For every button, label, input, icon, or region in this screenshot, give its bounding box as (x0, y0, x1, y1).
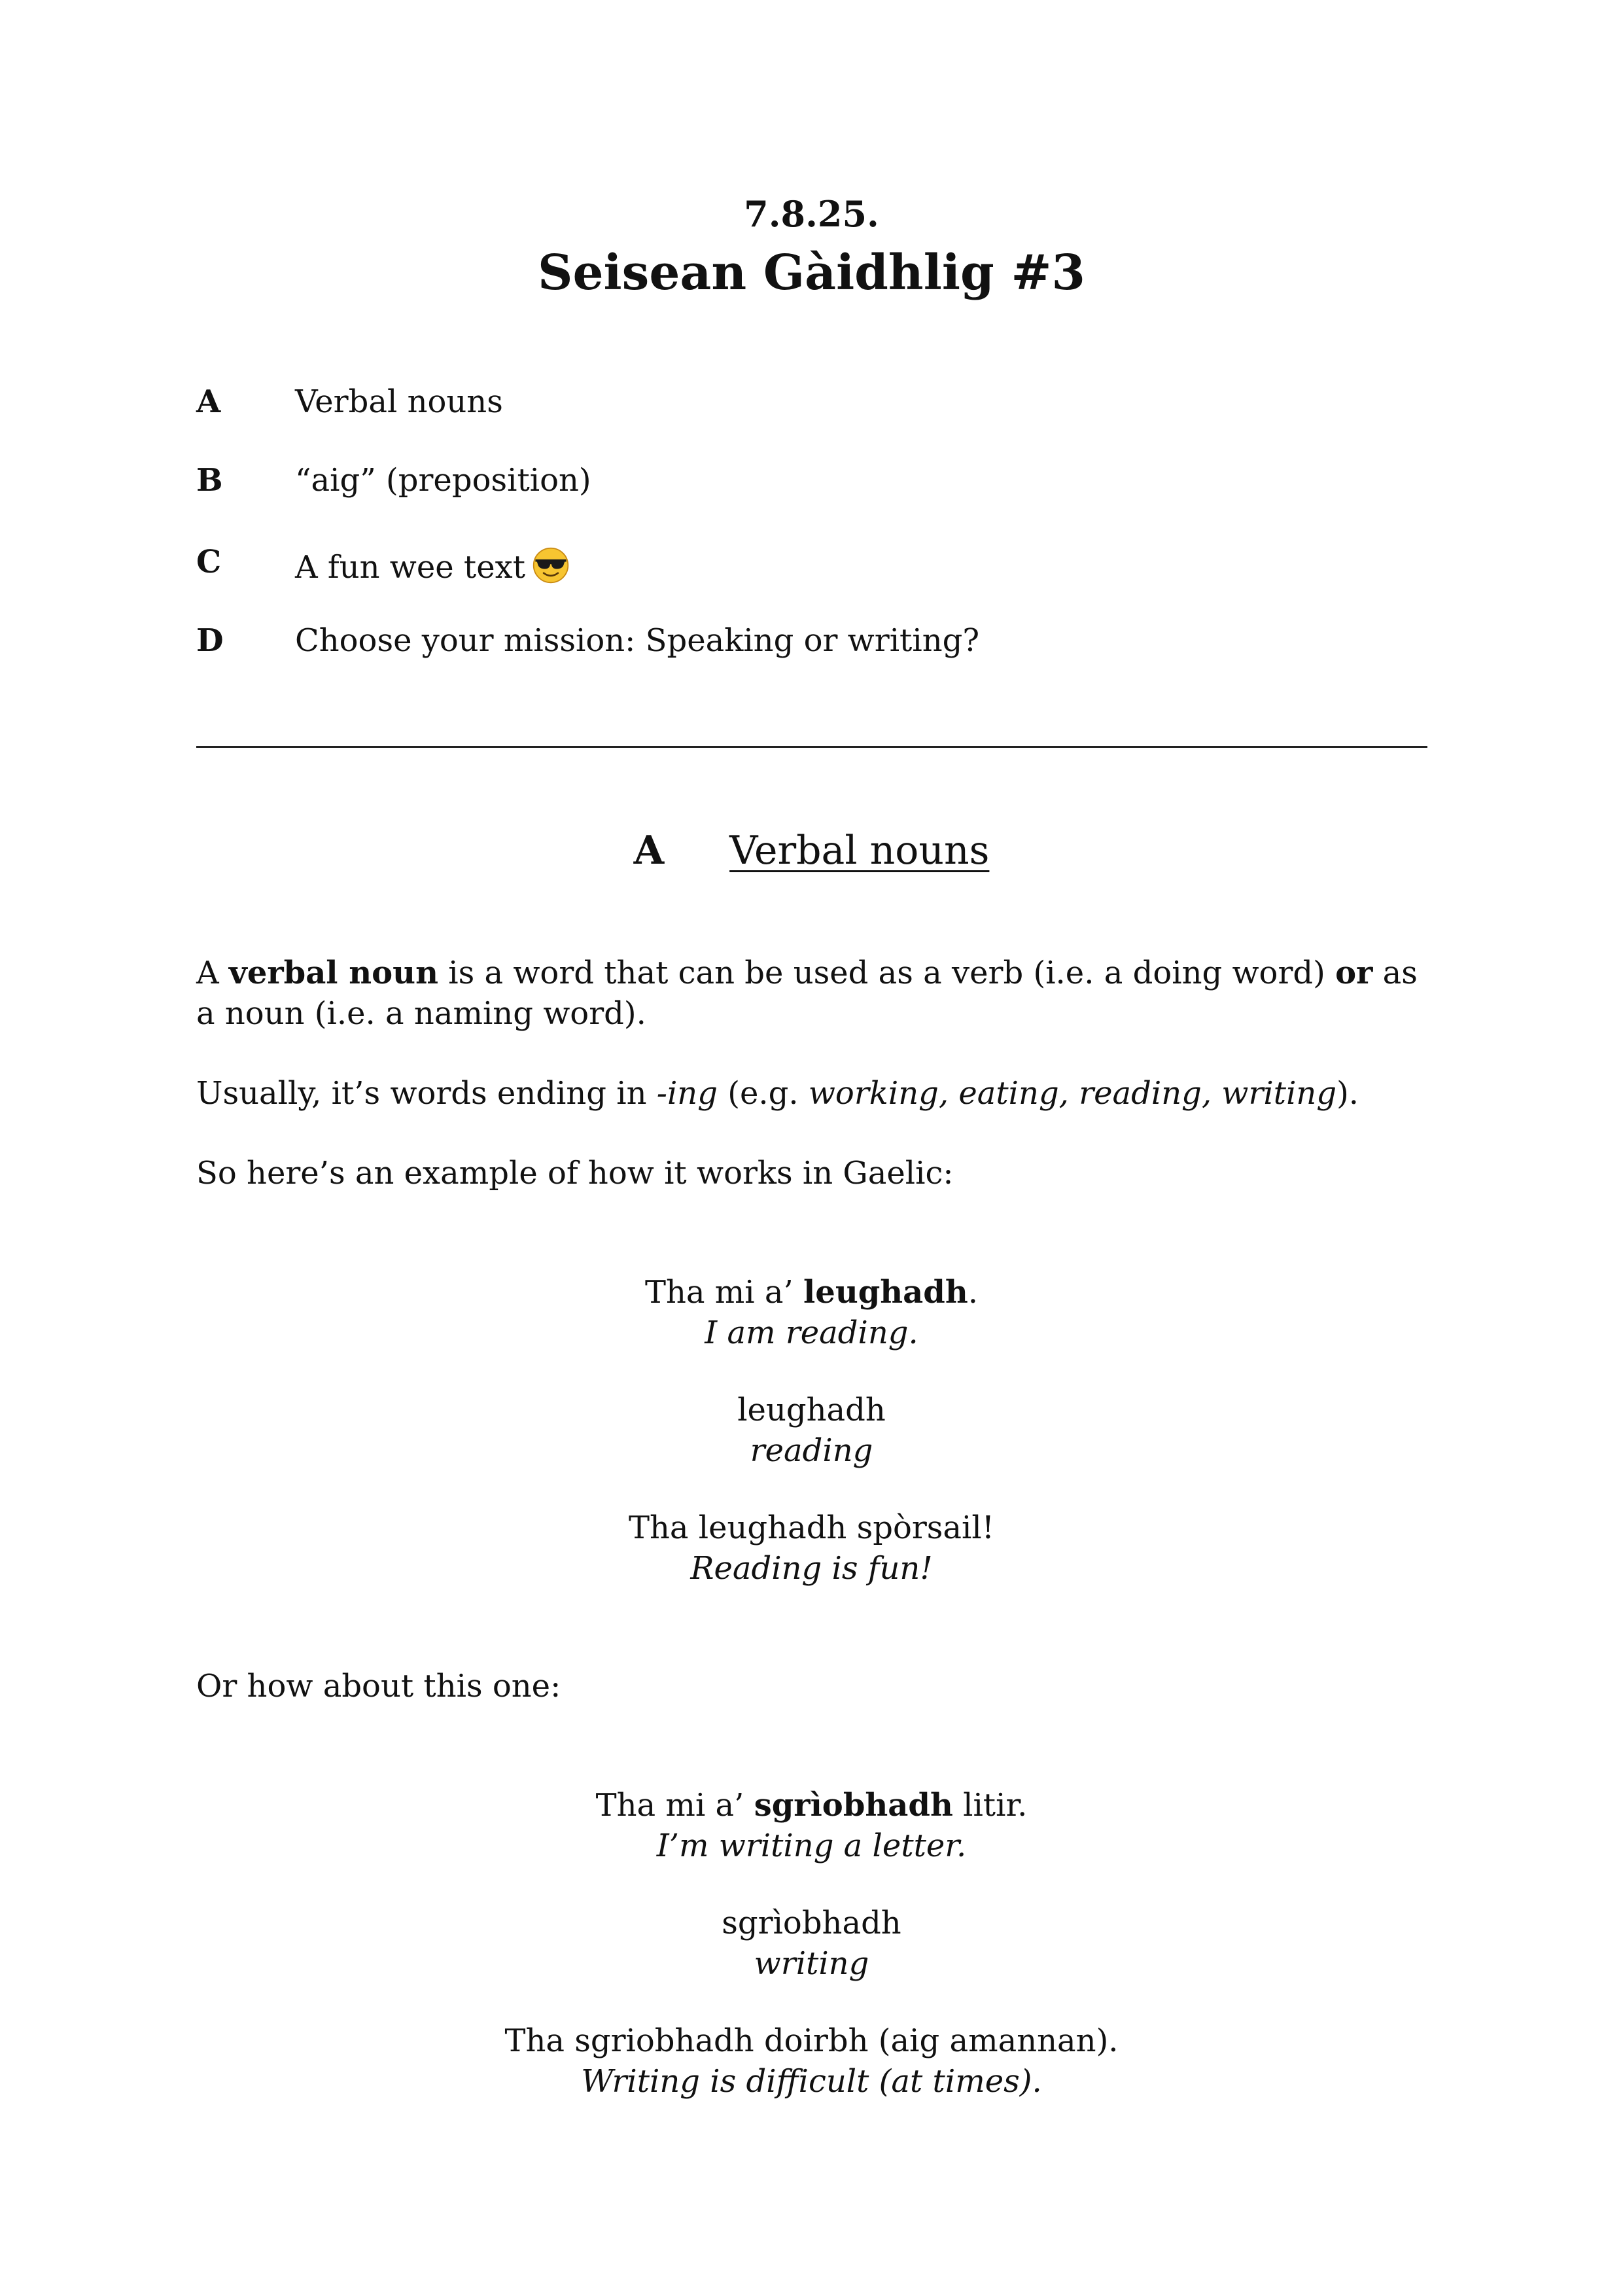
bold-term: leughadh (803, 1274, 968, 1311)
example2-sentence (0, 1785, 1623, 1826)
session-date: 7.8.25. (744, 193, 879, 235)
text-run: Tha mi a’ (595, 1787, 754, 1824)
example1-translation: I am reading. (705, 1315, 918, 1351)
text-run: . (968, 1274, 979, 1311)
toc-letter: C (196, 544, 222, 580)
text-run: ). (1336, 1075, 1359, 1112)
page-title: Seisean Gàidhlig #3 (538, 245, 1085, 301)
bold-term: sgrìobhadh (754, 1787, 953, 1824)
text-run: is a word that can be used as a verb (i.e. a doing word) (438, 955, 1336, 991)
toc-text: A fun wee text (295, 549, 525, 586)
bold-term: or (1335, 955, 1373, 991)
section-heading (0, 828, 1623, 874)
text-run: as a noun (i.e. a naming word). (196, 955, 1418, 1032)
example1-sentence (0, 1272, 1623, 1313)
bold-term: verbal noun (228, 955, 438, 991)
example2-sentence-2: Tha sgriobhadh doirbh (aig amannan). (504, 2022, 1119, 2059)
example2-word: sgrìobhadh (722, 1905, 901, 1941)
section-letter: A (633, 828, 665, 874)
text-run: Usually, it’s words ending in (196, 1075, 657, 1112)
toc-letter: B (196, 462, 223, 499)
text-run: litir. (952, 1787, 1028, 1824)
example2-word-translation: writing (754, 1945, 869, 1982)
paragraph-example-intro: So here’s an example of how it works in Gaelic: (196, 1155, 954, 1192)
text-run: (e.g. (717, 1075, 809, 1112)
italic-text: -ing (656, 1075, 718, 1112)
example1-word: leughadh (737, 1392, 886, 1428)
paragraph-verbal-noun-definition (196, 953, 1427, 1034)
smiling-face-with-sunglasses-icon (532, 546, 570, 584)
paragraph-second-example-intro: Or how about this one: (196, 1668, 561, 1704)
example1-sentence-2-translation: Reading is fun! (690, 1550, 933, 1587)
section-divider (196, 746, 1427, 748)
section-title: Verbal nouns (729, 828, 990, 874)
paragraph-ing-words (196, 1073, 1427, 1114)
example2-sentence-2-translation: Writing is difficult (at times). (581, 2063, 1042, 2100)
toc-text: Choose your mission: Speaking or writing? (295, 622, 980, 659)
italic-text: working, eating, reading, writing (808, 1075, 1337, 1112)
toc-text: Verbal nouns (295, 383, 503, 420)
text-run: Tha mi a’ (644, 1274, 804, 1311)
toc-letter: A (196, 383, 221, 420)
example1-sentence-2: Tha leughadh spòrsail! (628, 1510, 995, 1546)
toc-text: “aig” (preposition) (295, 462, 591, 499)
example2-translation: I’m writing a letter. (656, 1828, 967, 1864)
text-run: A (196, 955, 229, 991)
toc-letter: D (196, 622, 224, 659)
toc-text-wrapper (295, 546, 570, 584)
example1-word-translation: reading (750, 1432, 873, 1469)
